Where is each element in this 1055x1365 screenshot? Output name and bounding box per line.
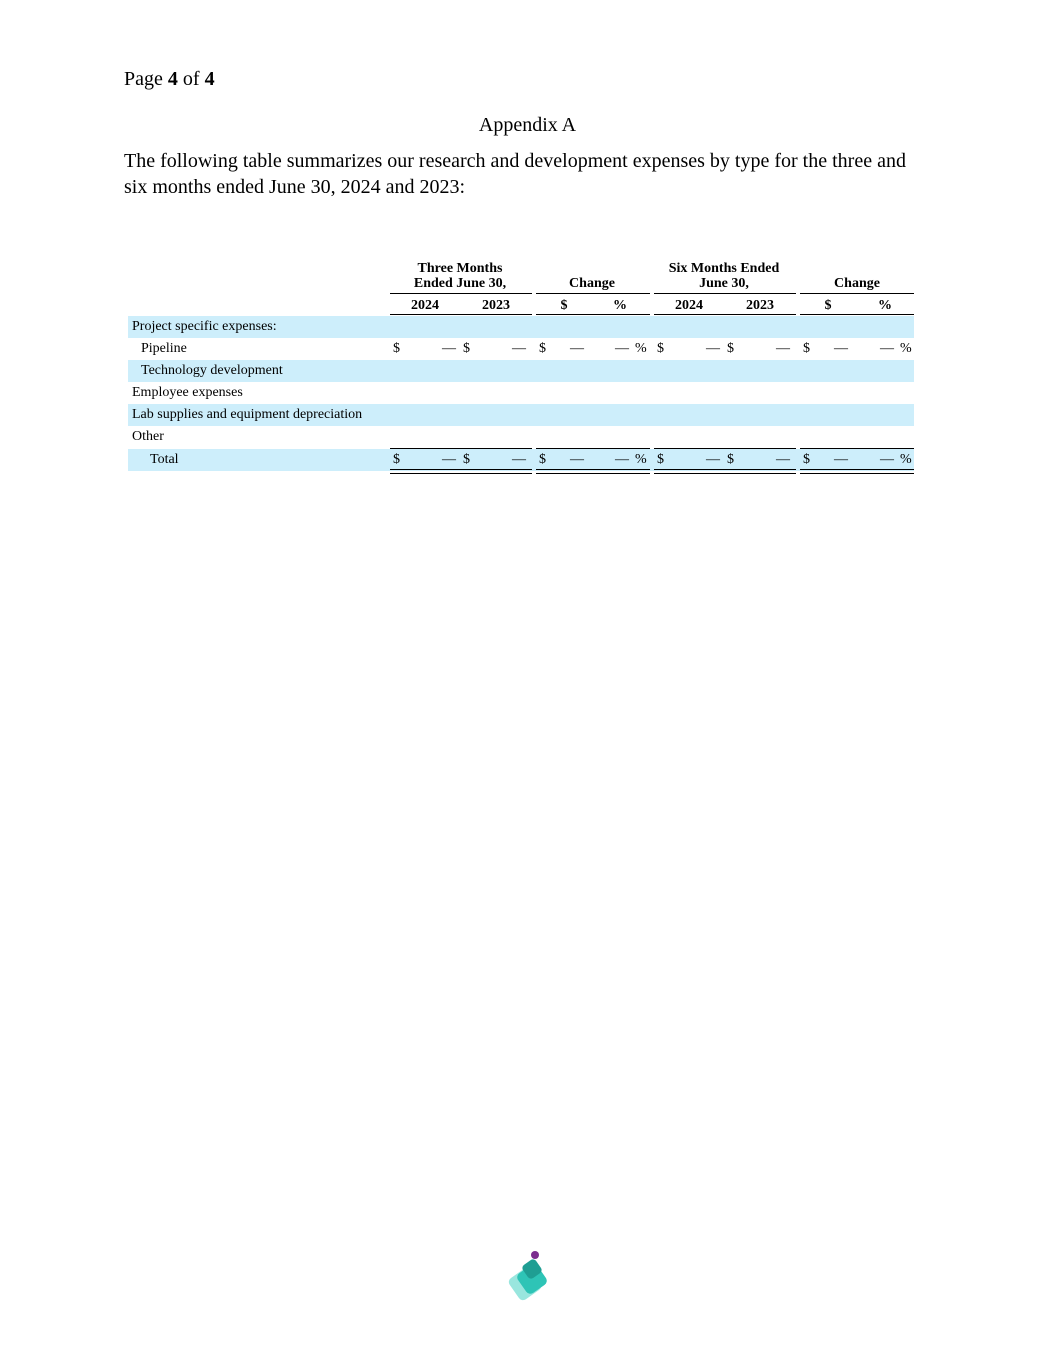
rule-sub-three	[390, 314, 532, 315]
cell-value: —	[880, 452, 894, 467]
cell-dollar-sign: $	[463, 452, 470, 467]
subheader-dollar-change-2: $	[824, 298, 832, 313]
cell-value: —	[615, 341, 629, 356]
cell-dollar-sign: $	[657, 341, 664, 356]
cell-dollar-sign: $	[539, 341, 546, 356]
subheader-2024-six: 2024	[675, 298, 703, 313]
cell-dollar-sign: $	[803, 452, 810, 467]
cell-value: —	[834, 452, 848, 467]
cell-value: —	[570, 452, 584, 467]
subheader-2023-three: 2023	[482, 298, 510, 313]
table-row	[128, 382, 914, 404]
total-double-rule	[654, 469, 796, 474]
cell-percent: %	[900, 341, 912, 356]
table-row	[128, 404, 914, 426]
table-row	[128, 338, 914, 360]
rd-expenses-table	[128, 258, 914, 473]
cell-value: —	[776, 452, 790, 467]
header-change-1: Change	[569, 276, 615, 291]
cell-dollar-sign: $	[539, 452, 546, 467]
cell-value: —	[442, 341, 456, 356]
subheader-2024-three: 2024	[411, 298, 439, 313]
rule-sub-change-1	[536, 314, 650, 315]
table-row	[128, 426, 914, 448]
page-number: Page 4 of 4	[124, 68, 215, 90]
cell-dollar-sign: $	[393, 452, 400, 467]
rule-six-months	[654, 293, 796, 294]
row-label: Pipeline	[141, 341, 187, 356]
row-label: Employee expenses	[132, 385, 243, 400]
row-label: Technology development	[141, 363, 283, 378]
subheader-2023-six: 2023	[746, 298, 774, 313]
subheader-pct-change-2: %	[878, 298, 892, 313]
rule-change-2	[800, 293, 914, 294]
row-label: Lab supplies and equipment depreciation	[132, 407, 363, 422]
row-label: Project specific expenses:	[132, 319, 277, 334]
cell-value: —	[570, 341, 584, 356]
intro-paragraph: The following table summarizes our research and development expenses by type for the three and six months ended June 30, 2024 and 2023:	[124, 150, 906, 198]
row-label: Total	[150, 452, 179, 467]
subheader-pct-change-1: %	[613, 298, 627, 313]
cell-value: —	[442, 452, 456, 467]
header-change-2: Change	[834, 276, 880, 291]
table-row	[128, 316, 914, 338]
cell-percent: %	[635, 341, 647, 356]
rule-change-1	[536, 293, 650, 294]
total-double-rule	[800, 469, 914, 474]
cell-value: —	[615, 452, 629, 467]
cell-value: —	[776, 341, 790, 356]
header-three-months: Three Months Ended June 30,	[413, 261, 507, 291]
cell-dollar-sign: $	[803, 341, 810, 356]
appendix-title: Appendix A	[478, 114, 577, 136]
cell-value: —	[880, 341, 894, 356]
total-double-rule	[536, 469, 650, 474]
cell-value: —	[512, 452, 526, 467]
row-label: Other	[132, 429, 164, 444]
cell-value: —	[706, 452, 720, 467]
cell-dollar-sign: $	[657, 452, 664, 467]
cell-percent: %	[635, 452, 647, 467]
cell-dollar-sign: $	[393, 341, 400, 356]
cell-dollar-sign: $	[463, 341, 470, 356]
header-six-months: Six Months Ended June 30,	[668, 261, 780, 291]
total-double-rule	[390, 469, 532, 474]
subheader-dollar-change-1: $	[560, 298, 568, 313]
cell-percent: %	[900, 452, 912, 467]
cell-value: —	[706, 341, 720, 356]
brand-logo-icon	[500, 1245, 560, 1309]
cell-dollar-sign: $	[727, 341, 734, 356]
cell-dollar-sign: $	[727, 452, 734, 467]
rule-sub-six	[654, 314, 796, 315]
rule-three-months	[390, 293, 532, 294]
cell-value: —	[512, 341, 526, 356]
rule-sub-change-2	[800, 314, 914, 315]
table-row	[128, 449, 914, 471]
cell-value: —	[834, 341, 848, 356]
table-row	[128, 360, 914, 382]
